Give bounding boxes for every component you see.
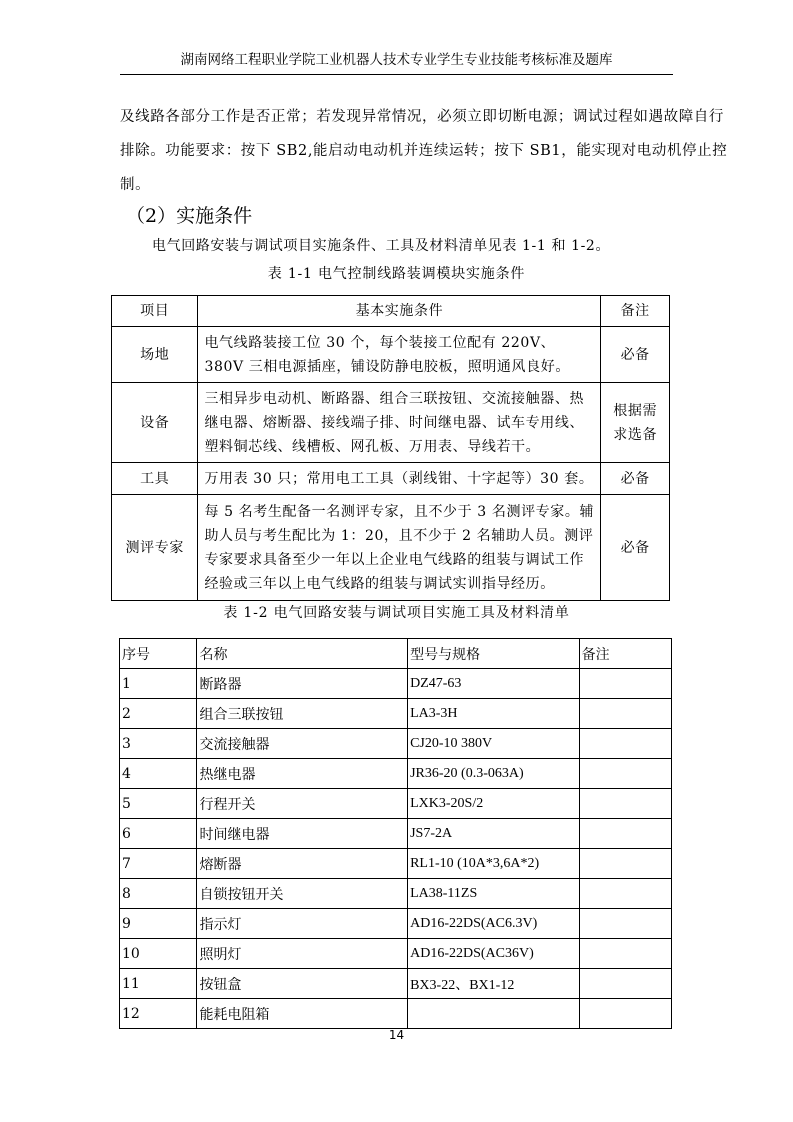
header-cell: 备注 bbox=[579, 639, 671, 669]
table-row bbox=[112, 463, 670, 495]
item-cell: 测评专家 bbox=[112, 495, 198, 601]
note-cell bbox=[579, 939, 671, 969]
conditions-table bbox=[111, 295, 670, 601]
item-cell: 设备 bbox=[112, 383, 198, 463]
note-cell: 必备 bbox=[601, 327, 670, 383]
model-cell bbox=[408, 999, 580, 1029]
name-cell: 按钮盒 bbox=[197, 969, 408, 999]
name-cell: 热继电器 bbox=[197, 759, 408, 789]
note-cell: 根据需求选备 bbox=[601, 383, 670, 463]
header-title: 湖南网络工程职业学院工业机器人技术专业学生专业技能考核标准及题库 bbox=[180, 52, 613, 68]
paragraph-line: 排除。功能要求：按下 SB2,能启动电动机并连续运转；按下 SB1，能实现对电动机停止控 bbox=[120, 143, 728, 159]
no-cell: 11 bbox=[120, 969, 197, 999]
header-cell: 基本实施条件 bbox=[198, 296, 601, 327]
note-cell bbox=[579, 999, 671, 1029]
no-cell: 12 bbox=[120, 999, 197, 1029]
model-cell: LXK3-20S/2 bbox=[408, 789, 580, 819]
table-row bbox=[120, 939, 672, 969]
table-row bbox=[120, 849, 672, 879]
item-cell: 场地 bbox=[112, 327, 198, 383]
table-row bbox=[120, 999, 672, 1029]
name-cell: 交流接触器 bbox=[197, 729, 408, 759]
header-cell: 备注 bbox=[601, 296, 670, 327]
model-cell: RL1-10 (10A*3,6A*2) bbox=[408, 849, 580, 879]
model-cell: DZ47-63 bbox=[408, 669, 580, 699]
condition-cell: 每 5 名考生配备一名测评专家，且不少于 3 名测评专家。辅助人员与考生配比为 1：20，且不少于 2 名辅助人员。测评专家要求具备至少一年以上企业电气线路的组装与调试工作经验或三年以上电气线路的组装与调试实训指导经历。 bbox=[198, 495, 601, 601]
model-cell: JS7-2A bbox=[408, 819, 580, 849]
table1-caption: 表 1-1 电气控制线路装调模块实施条件 bbox=[267, 266, 526, 282]
table-row bbox=[112, 383, 670, 463]
model-cell: AD16-22DS(AC6.3V) bbox=[408, 909, 580, 939]
paragraph-line: 制。 bbox=[120, 177, 151, 193]
name-cell: 时间继电器 bbox=[197, 819, 408, 849]
table-header-row bbox=[112, 296, 670, 327]
name-cell: 断路器 bbox=[197, 669, 408, 699]
table-row bbox=[120, 699, 672, 729]
table-row bbox=[120, 819, 672, 849]
note-cell bbox=[579, 819, 671, 849]
note-cell bbox=[579, 789, 671, 819]
note-cell bbox=[579, 909, 671, 939]
model-cell: JR36-20 (0.3-063A) bbox=[408, 759, 580, 789]
note-cell: 必备 bbox=[601, 463, 670, 495]
table-header-row bbox=[120, 639, 672, 669]
no-cell: 4 bbox=[120, 759, 197, 789]
table-row bbox=[120, 969, 672, 999]
no-cell: 2 bbox=[120, 699, 197, 729]
no-cell: 8 bbox=[120, 879, 197, 909]
condition-cell: 万用表 30 只；常用电工工具（剥线钳、十字起等）30 套。 bbox=[198, 463, 601, 495]
model-cell: AD16-22DS(AC36V) bbox=[408, 939, 580, 969]
name-cell: 能耗电阻箱 bbox=[197, 999, 408, 1029]
item-cell: 工具 bbox=[112, 463, 198, 495]
no-cell: 3 bbox=[120, 729, 197, 759]
model-cell: CJ20-10 380V bbox=[408, 729, 580, 759]
table-row bbox=[120, 789, 672, 819]
no-cell: 5 bbox=[120, 789, 197, 819]
table-row bbox=[120, 729, 672, 759]
name-cell: 组合三联按钮 bbox=[197, 699, 408, 729]
note-cell bbox=[579, 759, 671, 789]
page-header bbox=[120, 50, 673, 75]
condition-cell: 电气线路装接工位 30 个，每个装接工位配有 220V、380V 三相电源插座，铺设防静电胶板，照明通风良好。 bbox=[198, 327, 601, 383]
note-cell bbox=[579, 879, 671, 909]
note-cell: 必备 bbox=[601, 495, 670, 601]
table2-caption: 表 1-2 电气回路安装与调试项目实施工具及材料清单 bbox=[223, 605, 570, 621]
table-row bbox=[120, 879, 672, 909]
note-cell bbox=[579, 729, 671, 759]
table-row bbox=[120, 669, 672, 699]
header-cell: 项目 bbox=[112, 296, 198, 327]
model-cell: LA3-3H bbox=[408, 699, 580, 729]
no-cell: 1 bbox=[120, 669, 197, 699]
note-cell bbox=[579, 969, 671, 999]
body-paragraph bbox=[120, 100, 728, 202]
name-cell: 熔断器 bbox=[197, 849, 408, 879]
page-number: 14 bbox=[388, 1028, 405, 1042]
note-cell bbox=[579, 669, 671, 699]
note-cell bbox=[579, 699, 671, 729]
no-cell: 9 bbox=[120, 909, 197, 939]
table-row bbox=[120, 759, 672, 789]
name-cell: 行程开关 bbox=[197, 789, 408, 819]
no-cell: 6 bbox=[120, 819, 197, 849]
condition-cell: 三相异步电动机、断路器、组合三联按钮、交流接触器、热继电器、熔断器、接线端子排、时间继电器、试车专用线、塑料铜芯线、线槽板、网孔板、万用表、导线若干。 bbox=[198, 383, 601, 463]
model-cell: LA38-11ZS bbox=[408, 879, 580, 909]
section-title: （2）实施条件 bbox=[126, 205, 253, 227]
model-cell: BX3-22、BX1-12 bbox=[408, 969, 580, 999]
table-row bbox=[112, 495, 670, 601]
note-cell bbox=[579, 849, 671, 879]
name-cell: 照明灯 bbox=[197, 939, 408, 969]
table-row bbox=[120, 909, 672, 939]
no-cell: 10 bbox=[120, 939, 197, 969]
name-cell: 指示灯 bbox=[197, 909, 408, 939]
header-cell: 名称 bbox=[197, 639, 408, 669]
header-cell: 型号与规格 bbox=[408, 639, 580, 669]
header-cell: 序号 bbox=[120, 639, 197, 669]
table-row bbox=[112, 327, 670, 383]
paragraph-line: 及线路各部分工作是否正常；若发现异常情况，必须立即切断电源；调试过程如遇故障自行 bbox=[120, 109, 724, 125]
name-cell: 自锁按钮开关 bbox=[197, 879, 408, 909]
intro-text: 电气回路安装与调试项目实施条件、工具及材料清单见表 1-1 和 1-2。 bbox=[152, 238, 611, 254]
materials-table bbox=[119, 638, 672, 1029]
no-cell: 7 bbox=[120, 849, 197, 879]
